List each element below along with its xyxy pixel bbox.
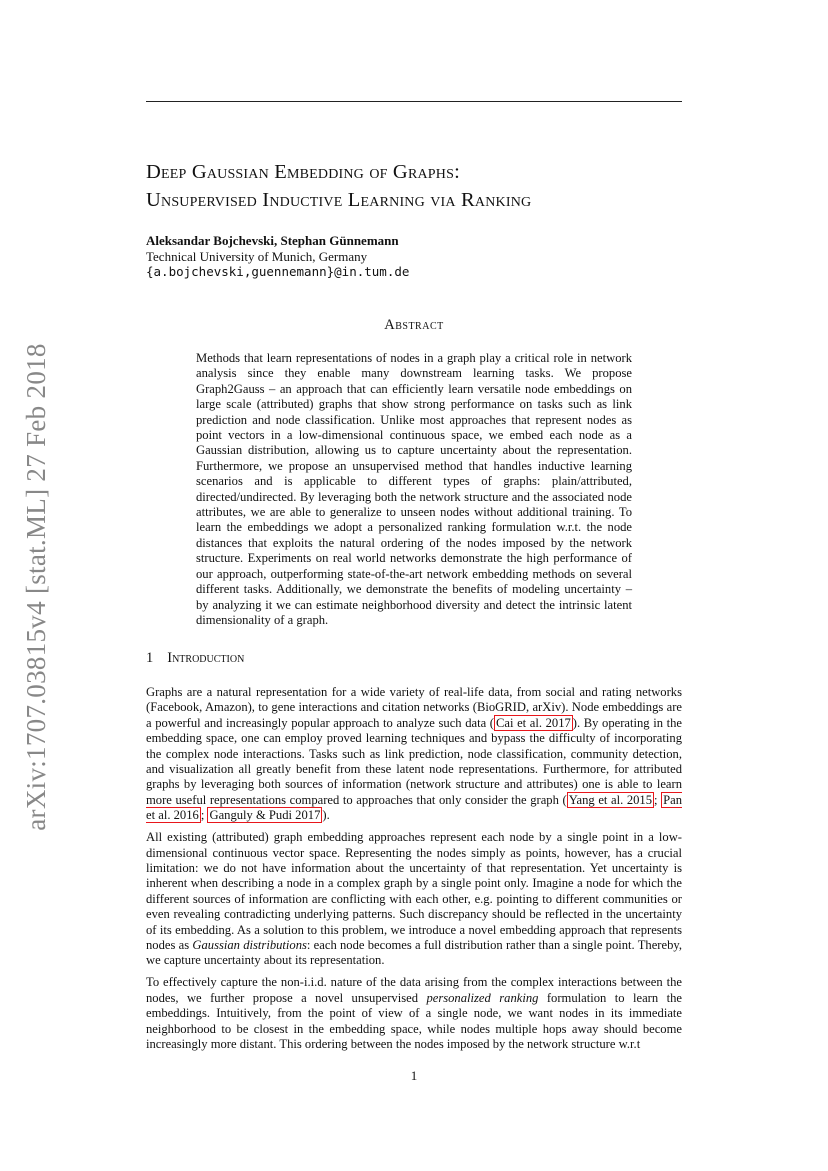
citation-link[interactable]: Cai et al. 2017 bbox=[495, 715, 571, 730]
introduction-body bbox=[146, 685, 682, 1059]
author-email: {a.bojchevski,guennemann}@in.tum.de bbox=[146, 264, 410, 279]
title-line-2: Unsupervised Inductive Learning via Ranking bbox=[146, 189, 532, 211]
intro-paragraph-1 bbox=[146, 685, 682, 824]
separator: ; bbox=[654, 792, 662, 807]
citation-link[interactable]: Yang et al. 2015 bbox=[568, 792, 653, 807]
emphasis: Gaussian distributions bbox=[192, 938, 307, 952]
text-run: All existing (attributed) graph embedding approaches represent each node by a single point in a low-dimensional continuous vector space. Representing the nodes simply as points, however, has a crucial limitation: we do not have information about the uncertainty of that representation. Yet uncertainty is inherent when describing a node in a complex graph by a single point only. Imagine a node for which the different sources of information are conflicting with each other, e.g. pointing to different communities or even revealing contradicting underlying patterns. Such discrepancy should be reflected in the uncertainty of its embedding. As a solution to this problem, we introduce a novel embedding approach that represents nodes as bbox=[146, 830, 682, 952]
paper-title bbox=[146, 158, 706, 214]
text-run: ). By operating in the embedding space, one can employ proved learning techniques and bypass the difficulty of incorporating the complex node interactions. Tasks such as link prediction, node classification, community detection, and visualization all greatly benefit from these latent node representations. Furthermore, for attributed graphs by leveraging both sources of information (network structure and attributes) one is able to learn more useful representations compared to approaches that only consider the graph ( bbox=[146, 715, 683, 807]
intro-paragraph-3 bbox=[146, 975, 682, 1052]
affiliation: Technical University of Munich, Germany bbox=[146, 249, 368, 264]
text-run: To effectively capture the non-i.i.d. nature of the data arising from the complex interactions between the nodes, we further propose a novel unsupervised bbox=[146, 975, 682, 1005]
abstract-text: Methods that learn representations of nodes in a graph play a critical role in network analysis since they enable many downstream learning tasks. We propose Graph2Gauss – an approach that can efficiently learn versatile node embeddings on large scale (attributed) graphs that show strong performance on tasks such as link prediction and node classification. Unlike most approaches that represent nodes as point vectors in a low-dimensional continuous space, we embed each node as a Gaussian distribution, allowing us to capture uncertainty about the representation. Furthermore, we propose an unsupervised method that handles inductive learning scenarios and is applicable to different types of graphs: plain/attributed, directed/undirected. By leveraging both the network structure and the associated node attributes, we are able to generalize to unseen nodes without additional training. To learn the embeddings we adopt a personalized ranking formulation w.r.t. the node distances that exploits the natural ordering of the nodes imposed by the network structure. Experiments on real world networks demonstrate the high performance of our approach, outperforming state-of-the-art network embedding methods on several different tasks. Additionally, we demonstrate the benefits of modeling uncertainty – by analyzing it we can estimate neighborhood diversity and detect the intrinsic latent dimensionality of a graph. bbox=[196, 351, 632, 627]
abstract-heading: Abstract bbox=[384, 317, 444, 333]
citation-link[interactable]: Pan et al. 2016 bbox=[146, 792, 682, 823]
separator: ; bbox=[200, 808, 208, 823]
title-line-1: Deep Gaussian Embedding of Graphs: bbox=[146, 161, 460, 183]
text-run: : each node becomes a full distribution rather than a single point. Thereby, we capture uncertainty about its representation. bbox=[146, 938, 683, 968]
emphasis: personalized ranking bbox=[426, 990, 539, 1005]
intro-paragraph-2 bbox=[146, 830, 682, 969]
text-run: ). bbox=[322, 808, 330, 823]
arxiv-identifier: arXiv:1707.03815v4 [stat.ML] 27 Feb 2018 bbox=[21, 343, 51, 831]
header-rule bbox=[146, 101, 682, 102]
text-run: formulation to learn the embeddings. Intuitively, from the point of view of a single node, we want nodes in its immediate neighborhood to be closest in the embedding space, while nodes multiple hops away should become increasingly more distant. This ordering between the nodes imposed by the network structure w.r.t bbox=[146, 990, 682, 1051]
section-heading bbox=[146, 650, 244, 667]
abstract-body bbox=[196, 351, 632, 628]
section-number: 1 bbox=[146, 650, 154, 666]
author-names: Aleksandar Bojchevski, Stephan Günnemann bbox=[146, 233, 399, 248]
section-title: Introduction bbox=[167, 650, 245, 666]
page-number: 1 bbox=[410, 1068, 418, 1083]
text-run: Graphs are a natural representation for a wide variety of real-life data, from social and rating networks (Facebook, Amazon), to gene interactions and citation networks (BioGRID, arXiv). Node embeddings are a powerful and increasingly popular approach to analyze such data ( bbox=[146, 685, 682, 730]
citation-link[interactable]: Ganguly & Pudi 2017 bbox=[209, 808, 321, 823]
